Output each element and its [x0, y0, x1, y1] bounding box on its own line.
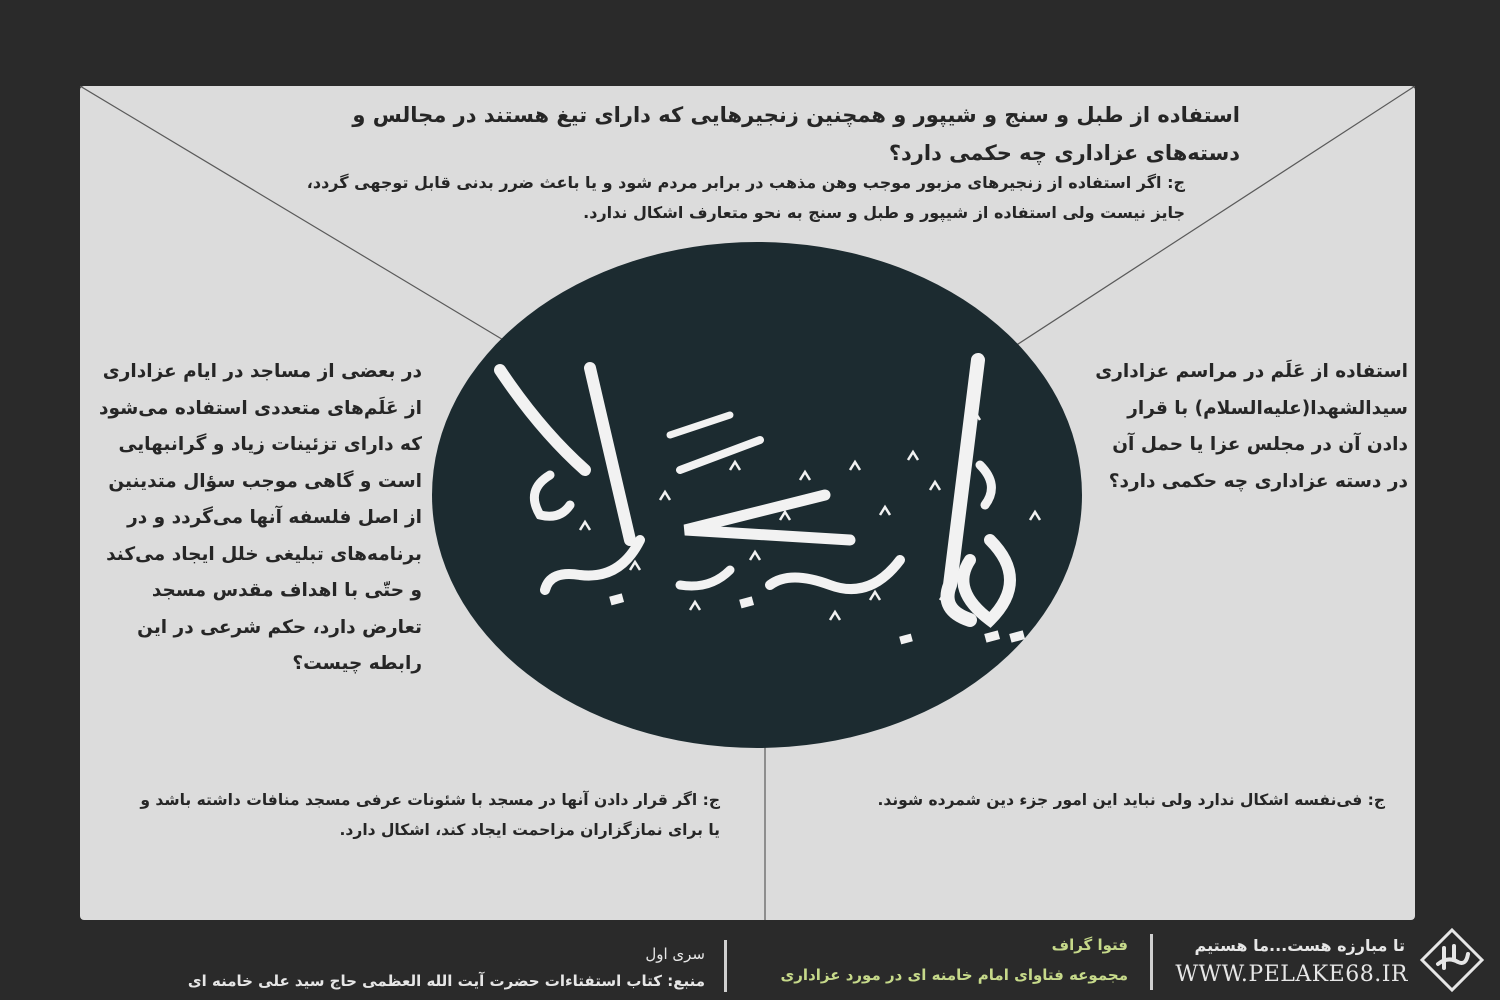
pelak-logo-icon	[1418, 926, 1486, 994]
footer-series: سری اول	[645, 945, 705, 963]
footer-title: مجموعه فتاوای امام خامنه ای در مورد عزاداری	[780, 966, 1128, 984]
footer-source: منبع: کتاب استفتاءات حضرت آیت الله العظمی حاج سید علی خامنه ای	[187, 972, 705, 990]
footer-website-link[interactable]: WWW.PELAKE68.IR	[1175, 962, 1408, 987]
left-answer: ج: اگر قرار دادن آنها در مسجد با شئونات عرفی مسجد منافات داشته باشد و یا برای نمازگزاران مزاحمت ایجاد کند، اشکال دارد.	[140, 791, 720, 839]
footer-divider-right	[1150, 934, 1153, 990]
calligraphy-emblem	[430, 240, 1085, 750]
footer-slogan: تا مبارزه هست...ما هستیم	[1194, 936, 1405, 955]
footer-label: فتوا گراف	[1051, 936, 1128, 954]
top-question: استفاده از طبل و سنج و شیپور و همچنین زنجیرهایی که دارای تیغ هستند در مجالس و دسته‌های عزاداری چه حکمی دارد؟	[352, 103, 1240, 165]
top-answer: ج: اگر استفاده از زنجیرهای مزبور موجب وهن مذهب در برابر مردم شود و یا باعث ضرر بدنی قابل توجهی گردد، جایز نیست ولی استفاده از شیپور و طبل و سنج به نحو متعارف اشکال ندارد.	[306, 173, 1185, 222]
left-question: در بعضی از مساجد در ایام عزاداری از عَلَم‌های متعددی استفاده می‌شود که دارای تزئینات زیاد و گرانبهایی است و گاهی موجب سؤال متدینین از اصل فلسفه آنها می‌گردد و در برنامه‌های تبلیغی خلل ایجاد می‌کند و حتّی با اهداف مقدس مسجد تعارض دارد، حکم شرعی در این رابطه چیست؟	[99, 361, 422, 674]
right-question: استفاده از عَلَم در مراسم عزاداری سیدالشهدا(علیه‌السلام) با قرار دادن آن در مجلس عزا یا حمل آن در دسته عزاداری چه حکمی دارد؟	[1095, 361, 1408, 492]
footer-divider-left	[724, 940, 727, 992]
right-answer: ج: فی‌نفسه اشکال ندارد ولی نباید این امور جزء دین شمرده شوند.	[877, 791, 1385, 809]
emblem-oval	[432, 242, 1082, 748]
